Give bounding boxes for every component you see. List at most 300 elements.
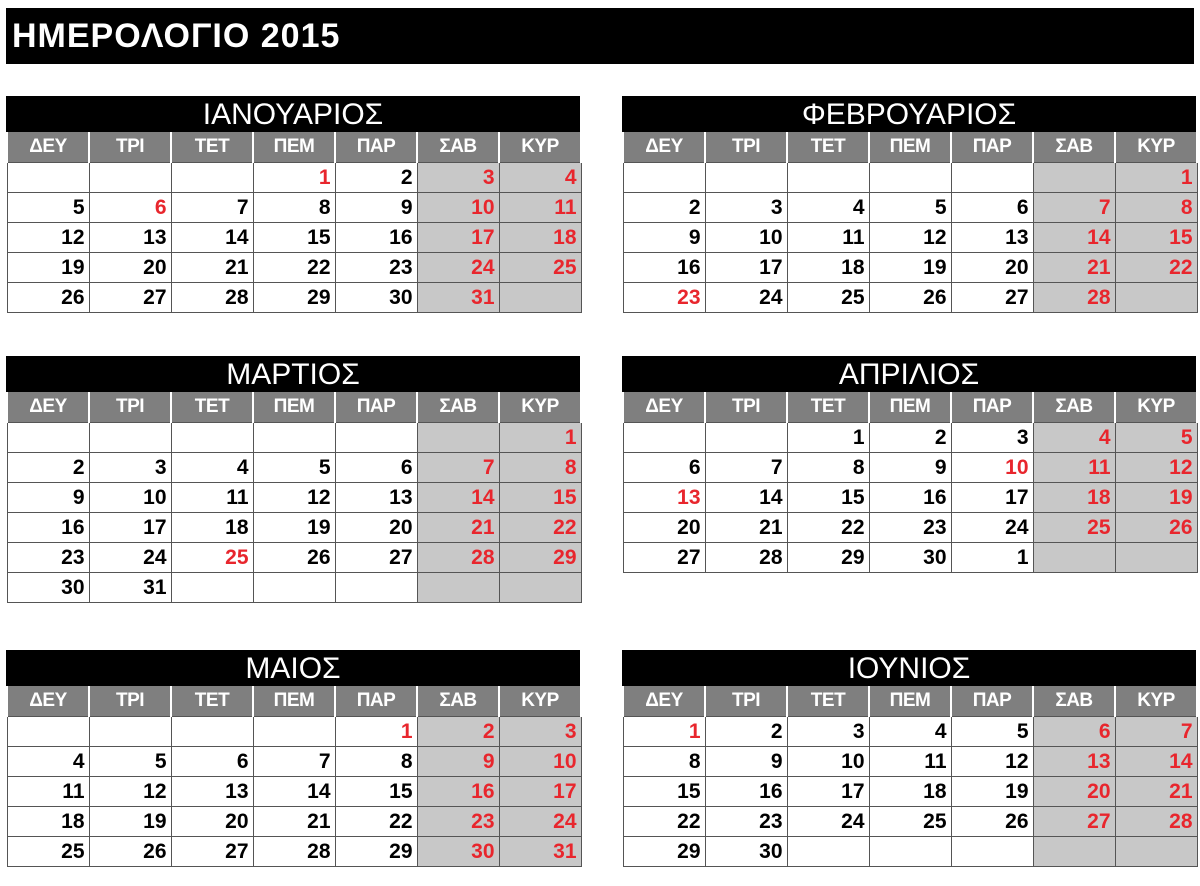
weekday-header: ΣΑΒ	[417, 392, 499, 423]
week-row	[7, 837, 581, 867]
day-cell: 4	[7, 747, 89, 777]
day-cell: 29	[253, 283, 335, 313]
day-cell	[89, 423, 171, 453]
day-cell: 2	[417, 717, 499, 747]
day-cell: 5	[7, 193, 89, 223]
day-cell: 4	[869, 717, 951, 747]
weekday-header: ΠΕΜ	[253, 686, 335, 717]
day-cell: 23	[335, 253, 417, 283]
day-cell: 22	[787, 513, 869, 543]
page-title: ΗΜΕΡΟΛΟΓΙΟ 2015	[6, 8, 1194, 64]
weekday-header: ΠΕΜ	[869, 392, 951, 423]
day-cell: 7	[417, 453, 499, 483]
day-cell: 2	[335, 163, 417, 193]
day-cell	[623, 163, 705, 193]
month-grid	[622, 686, 1198, 867]
day-cell: 25	[499, 253, 581, 283]
day-cell: 1	[1115, 163, 1197, 193]
day-cell: 19	[951, 777, 1033, 807]
day-cell: 27	[89, 283, 171, 313]
weekday-header: ΣΑΒ	[417, 132, 499, 163]
month-title: ΑΠΡΙΛΙΟΣ	[622, 356, 1196, 392]
day-cell: 12	[7, 223, 89, 253]
day-cell: 6	[623, 453, 705, 483]
day-cell: 7	[171, 193, 253, 223]
day-cell: 12	[253, 483, 335, 513]
day-cell: 23	[705, 807, 787, 837]
day-cell: 7	[253, 747, 335, 777]
day-cell	[499, 283, 581, 313]
day-cell: 21	[1115, 777, 1197, 807]
weekday-header: ΣΑΒ	[1033, 392, 1115, 423]
month-grid	[622, 392, 1198, 573]
day-cell: 31	[499, 837, 581, 867]
day-cell: 7	[1033, 193, 1115, 223]
day-cell: 1	[253, 163, 335, 193]
weekday-header: ΠΑΡ	[951, 392, 1033, 423]
day-cell: 16	[7, 513, 89, 543]
day-cell: 17	[705, 253, 787, 283]
weekday-header: ΚΥΡ	[1115, 132, 1197, 163]
weekday-header: ΠΕΜ	[869, 686, 951, 717]
day-cell: 19	[1115, 483, 1197, 513]
day-cell: 4	[787, 193, 869, 223]
week-row	[7, 193, 581, 223]
day-cell: 31	[417, 283, 499, 313]
day-cell: 19	[89, 807, 171, 837]
day-cell	[7, 423, 89, 453]
day-cell: 12	[89, 777, 171, 807]
day-cell: 30	[869, 543, 951, 573]
week-row	[623, 777, 1197, 807]
day-cell	[1115, 283, 1197, 313]
day-cell	[705, 423, 787, 453]
weekday-header: ΤΕΤ	[787, 686, 869, 717]
day-cell: 8	[335, 747, 417, 777]
day-cell: 27	[171, 837, 253, 867]
week-row	[7, 777, 581, 807]
day-cell: 17	[951, 483, 1033, 513]
day-cell: 19	[869, 253, 951, 283]
day-cell: 31	[89, 573, 171, 603]
weekday-header: ΚΥΡ	[499, 392, 581, 423]
day-cell	[1033, 163, 1115, 193]
day-cell: 30	[417, 837, 499, 867]
weekday-header: ΤΡΙ	[89, 686, 171, 717]
month-title: ΦΕΒΡΟΥΑΡΙΟΣ	[622, 96, 1196, 132]
week-row	[7, 543, 581, 573]
day-cell: 5	[951, 717, 1033, 747]
month-calendar	[622, 96, 1196, 313]
day-cell: 22	[253, 253, 335, 283]
day-cell: 11	[171, 483, 253, 513]
day-cell: 8	[787, 453, 869, 483]
week-row	[623, 513, 1197, 543]
day-cell: 29	[787, 543, 869, 573]
day-cell: 7	[705, 453, 787, 483]
day-cell: 24	[499, 807, 581, 837]
month-calendar	[622, 356, 1196, 573]
day-cell: 30	[705, 837, 787, 867]
weekday-header: ΚΥΡ	[1115, 686, 1197, 717]
month-grid	[6, 132, 582, 313]
week-row	[623, 253, 1197, 283]
day-cell: 28	[417, 543, 499, 573]
weekday-header: ΤΡΙ	[89, 392, 171, 423]
weekday-header: ΠΕΜ	[253, 392, 335, 423]
day-cell	[1033, 837, 1115, 867]
week-row	[7, 283, 581, 313]
day-cell: 29	[335, 837, 417, 867]
day-cell: 14	[253, 777, 335, 807]
day-cell	[171, 423, 253, 453]
day-cell: 28	[705, 543, 787, 573]
day-cell	[253, 423, 335, 453]
day-cell: 24	[951, 513, 1033, 543]
day-cell: 29	[499, 543, 581, 573]
day-cell: 17	[417, 223, 499, 253]
week-row	[7, 423, 581, 453]
day-cell: 9	[335, 193, 417, 223]
month-grid	[622, 132, 1198, 313]
day-cell: 16	[417, 777, 499, 807]
day-cell: 10	[499, 747, 581, 777]
day-cell: 18	[499, 223, 581, 253]
day-cell: 2	[705, 717, 787, 747]
month-title: ΜΑΡΤΙΟΣ	[6, 356, 580, 392]
week-row	[623, 163, 1197, 193]
day-cell: 26	[951, 807, 1033, 837]
weekday-header: ΤΡΙ	[705, 392, 787, 423]
day-cell: 2	[623, 193, 705, 223]
week-row	[623, 747, 1197, 777]
weekday-header: ΤΕΤ	[787, 392, 869, 423]
day-cell: 18	[7, 807, 89, 837]
day-cell: 20	[89, 253, 171, 283]
day-cell: 22	[1115, 253, 1197, 283]
day-cell	[7, 717, 89, 747]
day-cell: 15	[623, 777, 705, 807]
day-cell: 30	[335, 283, 417, 313]
day-cell	[417, 573, 499, 603]
day-cell: 17	[499, 777, 581, 807]
week-row	[7, 573, 581, 603]
day-cell: 24	[89, 543, 171, 573]
day-cell: 10	[951, 453, 1033, 483]
day-cell: 6	[1033, 717, 1115, 747]
day-cell: 9	[417, 747, 499, 777]
day-cell: 18	[869, 777, 951, 807]
day-cell: 21	[417, 513, 499, 543]
day-cell: 15	[335, 777, 417, 807]
weekday-header: ΤΕΤ	[787, 132, 869, 163]
day-cell: 26	[1115, 513, 1197, 543]
day-cell: 8	[623, 747, 705, 777]
weekday-header: ΣΑΒ	[1033, 132, 1115, 163]
day-cell: 3	[787, 717, 869, 747]
day-cell: 8	[253, 193, 335, 223]
day-cell: 9	[623, 223, 705, 253]
day-cell: 1	[335, 717, 417, 747]
day-cell	[869, 163, 951, 193]
day-cell	[623, 423, 705, 453]
day-cell	[1115, 543, 1197, 573]
day-cell: 11	[499, 193, 581, 223]
day-cell: 8	[1115, 193, 1197, 223]
day-cell: 28	[1033, 283, 1115, 313]
day-cell: 10	[787, 747, 869, 777]
day-cell: 25	[1033, 513, 1115, 543]
day-cell: 12	[869, 223, 951, 253]
day-cell	[171, 717, 253, 747]
day-cell: 17	[89, 513, 171, 543]
weekday-header: ΚΥΡ	[499, 686, 581, 717]
day-cell: 13	[951, 223, 1033, 253]
day-cell: 4	[1033, 423, 1115, 453]
day-cell: 9	[705, 747, 787, 777]
day-cell: 28	[171, 283, 253, 313]
day-cell: 11	[787, 223, 869, 253]
day-cell: 20	[1033, 777, 1115, 807]
day-cell	[89, 163, 171, 193]
day-cell: 30	[7, 573, 89, 603]
day-cell: 6	[951, 193, 1033, 223]
day-cell: 5	[869, 193, 951, 223]
day-cell: 20	[951, 253, 1033, 283]
day-cell: 8	[499, 453, 581, 483]
day-cell	[89, 717, 171, 747]
weekday-header: ΚΥΡ	[499, 132, 581, 163]
weekday-header: ΣΑΒ	[417, 686, 499, 717]
week-row	[7, 513, 581, 543]
weekday-header: ΠΕΜ	[253, 132, 335, 163]
day-cell: 4	[499, 163, 581, 193]
weekday-header: ΠΕΜ	[869, 132, 951, 163]
day-cell: 20	[171, 807, 253, 837]
day-cell: 15	[253, 223, 335, 253]
day-cell: 26	[253, 543, 335, 573]
day-cell: 1	[787, 423, 869, 453]
weekday-header: ΠΑΡ	[951, 686, 1033, 717]
day-cell	[171, 163, 253, 193]
day-cell: 1	[499, 423, 581, 453]
day-cell: 10	[89, 483, 171, 513]
month-grid	[6, 392, 582, 603]
week-row	[623, 453, 1197, 483]
day-cell: 26	[869, 283, 951, 313]
week-row	[623, 543, 1197, 573]
weekday-header: ΤΡΙ	[89, 132, 171, 163]
day-cell: 15	[787, 483, 869, 513]
day-cell: 23	[869, 513, 951, 543]
week-row	[623, 193, 1197, 223]
day-cell: 18	[171, 513, 253, 543]
day-cell: 23	[623, 283, 705, 313]
day-cell: 23	[7, 543, 89, 573]
day-cell	[253, 717, 335, 747]
month-calendar	[6, 650, 580, 867]
month-calendar	[622, 650, 1196, 867]
day-cell: 6	[171, 747, 253, 777]
weekday-header: ΤΕΤ	[171, 686, 253, 717]
week-row	[623, 223, 1197, 253]
week-row	[7, 163, 581, 193]
weekday-header: ΔΕΥ	[7, 392, 89, 423]
weekday-header: ΠΑΡ	[335, 686, 417, 717]
day-cell	[171, 573, 253, 603]
weekday-header: ΤΡΙ	[705, 686, 787, 717]
day-cell: 2	[869, 423, 951, 453]
day-cell: 16	[623, 253, 705, 283]
day-cell: 18	[1033, 483, 1115, 513]
weekday-header: ΔΕΥ	[7, 132, 89, 163]
day-cell: 10	[417, 193, 499, 223]
day-cell: 27	[335, 543, 417, 573]
day-cell	[335, 573, 417, 603]
day-cell: 16	[335, 223, 417, 253]
week-row	[623, 807, 1197, 837]
week-row	[7, 223, 581, 253]
day-cell: 10	[705, 223, 787, 253]
day-cell: 29	[623, 837, 705, 867]
day-cell: 9	[7, 483, 89, 513]
month-calendar	[6, 356, 580, 603]
day-cell: 15	[1115, 223, 1197, 253]
weekday-header: ΠΑΡ	[951, 132, 1033, 163]
day-cell: 15	[499, 483, 581, 513]
day-cell	[869, 837, 951, 867]
weekday-header: ΠΑΡ	[335, 132, 417, 163]
weekday-header: ΔΕΥ	[623, 392, 705, 423]
day-cell	[335, 423, 417, 453]
day-cell: 27	[623, 543, 705, 573]
day-cell: 24	[417, 253, 499, 283]
day-cell: 2	[7, 453, 89, 483]
day-cell: 22	[623, 807, 705, 837]
week-row	[7, 453, 581, 483]
day-cell: 25	[869, 807, 951, 837]
week-row	[7, 747, 581, 777]
month-calendar	[6, 96, 580, 313]
day-cell: 11	[7, 777, 89, 807]
weekday-header: ΠΑΡ	[335, 392, 417, 423]
day-cell: 3	[705, 193, 787, 223]
day-cell: 13	[89, 223, 171, 253]
day-cell: 24	[705, 283, 787, 313]
day-cell	[951, 837, 1033, 867]
day-cell: 14	[705, 483, 787, 513]
week-row	[623, 837, 1197, 867]
day-cell: 17	[787, 777, 869, 807]
day-cell: 22	[335, 807, 417, 837]
weekday-header: ΤΡΙ	[705, 132, 787, 163]
day-cell: 13	[1033, 747, 1115, 777]
day-cell: 3	[89, 453, 171, 483]
day-cell: 25	[7, 837, 89, 867]
day-cell	[951, 163, 1033, 193]
day-cell: 3	[499, 717, 581, 747]
day-cell: 14	[1033, 223, 1115, 253]
day-cell: 23	[417, 807, 499, 837]
day-cell: 11	[869, 747, 951, 777]
day-cell: 18	[787, 253, 869, 283]
day-cell: 28	[253, 837, 335, 867]
day-cell: 25	[171, 543, 253, 573]
day-cell: 9	[869, 453, 951, 483]
month-grid	[6, 686, 582, 867]
month-title: ΙΟΥΝΙΟΣ	[622, 650, 1196, 686]
weekday-header: ΔΕΥ	[623, 686, 705, 717]
day-cell: 21	[253, 807, 335, 837]
day-cell: 5	[1115, 423, 1197, 453]
week-row	[623, 423, 1197, 453]
day-cell: 22	[499, 513, 581, 543]
day-cell: 24	[787, 807, 869, 837]
day-cell: 14	[417, 483, 499, 513]
day-cell: 6	[89, 193, 171, 223]
day-cell: 13	[171, 777, 253, 807]
month-title: ΜΑΙΟΣ	[6, 650, 580, 686]
weekday-header: ΔΕΥ	[623, 132, 705, 163]
weekday-header: ΣΑΒ	[1033, 686, 1115, 717]
day-cell	[417, 423, 499, 453]
weekday-header: ΔΕΥ	[7, 686, 89, 717]
day-cell: 27	[951, 283, 1033, 313]
day-cell: 5	[253, 453, 335, 483]
day-cell	[1115, 837, 1197, 867]
week-row	[7, 807, 581, 837]
week-row	[7, 483, 581, 513]
day-cell: 16	[705, 777, 787, 807]
month-title: ΙΑΝΟΥΑΡΙΟΣ	[6, 96, 580, 132]
day-cell: 20	[623, 513, 705, 543]
weekday-header: ΤΕΤ	[171, 132, 253, 163]
day-cell: 28	[1115, 807, 1197, 837]
day-cell: 20	[335, 513, 417, 543]
day-cell: 21	[705, 513, 787, 543]
day-cell: 19	[253, 513, 335, 543]
day-cell: 13	[623, 483, 705, 513]
day-cell	[499, 573, 581, 603]
day-cell: 13	[335, 483, 417, 513]
day-cell: 21	[1033, 253, 1115, 283]
day-cell	[7, 163, 89, 193]
day-cell: 26	[7, 283, 89, 313]
day-cell	[253, 573, 335, 603]
week-row	[7, 717, 581, 747]
day-cell: 1	[951, 543, 1033, 573]
day-cell: 26	[89, 837, 171, 867]
week-row	[623, 283, 1197, 313]
day-cell: 12	[1115, 453, 1197, 483]
day-cell: 12	[951, 747, 1033, 777]
day-cell: 27	[1033, 807, 1115, 837]
day-cell: 21	[171, 253, 253, 283]
day-cell: 7	[1115, 717, 1197, 747]
week-row	[623, 483, 1197, 513]
weekday-header: ΚΥΡ	[1115, 392, 1197, 423]
day-cell: 3	[951, 423, 1033, 453]
week-row	[7, 253, 581, 283]
day-cell: 16	[869, 483, 951, 513]
day-cell: 5	[89, 747, 171, 777]
week-row	[623, 717, 1197, 747]
day-cell: 4	[171, 453, 253, 483]
day-cell: 14	[171, 223, 253, 253]
weekday-header: ΤΕΤ	[171, 392, 253, 423]
day-cell: 19	[7, 253, 89, 283]
day-cell: 6	[335, 453, 417, 483]
